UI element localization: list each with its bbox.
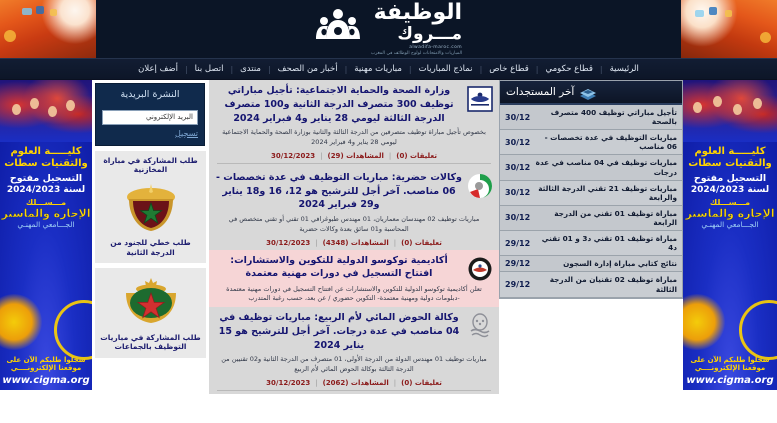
ad-arc-graphic-left: [54, 300, 92, 360]
news-text[interactable]: مباريات توظيف 21 تقني الدرجة الثالثة والرابعة: [538, 183, 677, 202]
ad-left-line2: التسجيل مفتوح: [9, 173, 83, 184]
article-meta: [215, 239, 493, 247]
nav-item-professional[interactable]: مباريات مهنية: [354, 64, 402, 74]
news-text[interactable]: تأجيل مباراتي توظيف 400 متصرف بالصحة: [550, 108, 677, 127]
news-text[interactable]: نتائج كتابي مباراة إدارة السجون: [563, 259, 677, 269]
article-date: 30/12/2023: [266, 378, 311, 387]
news-date: 29/12: [505, 238, 531, 248]
gendarmerie-emblem-icon: [97, 176, 204, 236]
news-date: 30/12: [505, 163, 531, 173]
latest-updates-panel: [499, 80, 683, 299]
news-date: 30/12: [505, 137, 531, 147]
meta-separator: |: [393, 378, 397, 387]
ad-left-line5: الإجازة والماستر: [1, 207, 91, 221]
news-date: 29/12: [505, 280, 531, 290]
nav-item-private-sector[interactable]: قطاع خاص: [489, 64, 529, 74]
list-item[interactable]: [500, 231, 682, 256]
ad-left-url[interactable]: www.cigma.org: [2, 375, 90, 386]
ad-content-left: [0, 142, 92, 390]
article-title[interactable]: وكالات حضرية: مباريات التوظيف في عدة تخصصات - 06 مناصب. آخر أجل للترشيح هو 12، 16 و18 يناير و29 فبراير 2024: [216, 171, 462, 211]
left-box-communes[interactable]: [95, 268, 206, 358]
nav-separator: |: [344, 64, 348, 74]
latest-updates-title: آخر المستجدات: [506, 86, 575, 98]
list-item[interactable]: [500, 130, 682, 155]
article-header: [215, 311, 493, 352]
news-date: 30/12: [505, 213, 531, 223]
main-navigation: [0, 58, 777, 80]
article-comments[interactable]: تعليقات (0): [396, 151, 437, 160]
article-views: المشاهدات (2062): [322, 378, 389, 387]
news-text[interactable]: مباريات توظيف في 04 مناصب في عدة درجات: [535, 158, 677, 177]
news-date: 30/12: [505, 112, 531, 122]
ad-sun-graphic-left: [0, 294, 42, 350]
meta-separator: |: [393, 238, 397, 247]
left-box-gendarmerie[interactable]: [95, 151, 206, 264]
list-item[interactable]: [500, 105, 682, 130]
nav-items-container: [131, 59, 646, 79]
nav-separator: |: [599, 64, 603, 74]
ad-right-line1: كليـــــة العلوم والتقنيات سطات: [688, 146, 772, 169]
ad-photo-left: [0, 80, 92, 142]
latest-updates-header: [500, 81, 682, 105]
list-item[interactable]: [500, 206, 682, 231]
left-box-gendarmerie-caption-bottom: طلب خطي للجنود من الدرجة الثانية: [110, 238, 191, 257]
nav-separator: |: [479, 64, 483, 74]
morocco-crest-icon: [97, 271, 204, 331]
site-logo-icon: [315, 7, 361, 51]
article-description: تعلن أكاديمية توكوسو الدولية للتكوين والاستشارات عن افتتاح التسجيل في دورات مهنية معتمدة -دبلومات دولية ومهنية معتمدة- التكوين حضوري / عن بعد، حسب رغبة المتدرب: [226, 284, 482, 303]
main-content: [209, 80, 499, 423]
page-body: [0, 80, 777, 423]
site-header: [0, 0, 777, 58]
newsletter-box: [95, 83, 205, 146]
article-date: 30/12/2023: [271, 151, 316, 160]
ad-right-line7: سجلوا طلبكم الآن على: [690, 356, 770, 364]
ad-right-line8: موقعنا الإلكترونــــي: [694, 364, 766, 372]
article-comments[interactable]: تعليقات (0): [401, 378, 442, 387]
list-item[interactable]: [500, 181, 682, 206]
article-description: مباريات توظيف 02 مهندسان معماريان، 01 مهندس طبوغرافي 01 تقني أو تقني متخصص في المحاسبة و01 سائق بعدة وكالات حضرية: [228, 215, 480, 233]
article-title[interactable]: وكالة الحوض المائي لأم الربيع: مباريات توظيف في 04 مناصب في عدة درجات. آخر أجل للترشيح هو 15 يناير 2024: [218, 312, 460, 351]
urban-agency-icon: [467, 173, 493, 199]
article-divider: [217, 163, 491, 164]
ad-sun-graphic-right: [683, 294, 725, 350]
newsletter-submit-button[interactable]: تسجيل: [175, 128, 198, 138]
ad-left-line7: سجلوا طلبكم الآن على: [6, 356, 86, 364]
news-stack-icon: [579, 86, 597, 99]
nav-item-contact[interactable]: اتصل بنا: [194, 64, 224, 74]
site-logo-text: [371, 2, 462, 56]
article-header: [215, 254, 493, 282]
water-basin-agency-icon: [467, 313, 493, 339]
article-item[interactable]: [209, 80, 499, 167]
article-item[interactable]: [209, 250, 499, 308]
right-sidebar: [499, 80, 683, 423]
ad-banner-left[interactable]: [0, 80, 92, 390]
left-sidebar: [92, 80, 209, 423]
logo-title: الوظيفة: [373, 0, 463, 26]
news-text[interactable]: مباراة توظيف 01 تقني من الدرجة الرابعة: [554, 208, 677, 227]
article-item[interactable]: [209, 307, 499, 394]
site-branding[interactable]: [96, 0, 681, 58]
article-description: مباريات توظيف 01 مهندس الدولة من الدرجة الأولى، 01 متصرف من الدرجة الثانية و02 تقنيين من الدرجة الثالثة بوكالة الحوض المائي لأم الربيع: [221, 355, 487, 374]
ad-right-line3: لسنة 2024/2023: [690, 184, 770, 195]
ad-right-line5: الإجازة والماستر: [685, 207, 775, 221]
ad-left-line8: موقعنا الإلكترونــــي: [10, 364, 82, 372]
ad-left-line4: مـــســـلك: [25, 198, 67, 208]
left-box-gendarmerie-caption: طلب المشاركة في مباراة المخازنية: [103, 155, 198, 174]
logo-tagline: المباريات والامتحانات لولوج الوظائف في المغرب: [370, 50, 463, 56]
logo-subtitle: مـــروك: [397, 24, 463, 45]
news-date: 30/12: [505, 188, 531, 198]
article-header: [215, 84, 493, 125]
nav-item-forum[interactable]: منتدى: [240, 64, 261, 74]
meta-separator: |: [315, 238, 318, 247]
list-item[interactable]: [500, 155, 682, 180]
nav-separator: |: [230, 64, 234, 74]
ad-arc-graphic-right: [739, 300, 777, 360]
header-decorative-photo-left: [0, 0, 96, 58]
meta-separator: |: [315, 378, 318, 387]
article-meta: [215, 379, 493, 387]
ad-photo-right: [683, 80, 777, 142]
article-title[interactable]: وزارة الصحة والحماية الاجتماعية: تأجيل مباراتي توظيف 300 متصرف الدرجة الثانية و100 متصرف الدرجة الثالثة ليومي 28 يناير و4 فبراير 2024: [224, 85, 454, 124]
article-title[interactable]: أكاديمية توكوسو الدولية للتكوين والاستشارات: افتتاح التسجيل في دورات مهنية معتمدة: [230, 254, 448, 280]
nav-item-press-news[interactable]: أخبار من الصحف: [277, 64, 338, 74]
ad-right-line6: الجـــامعي المهنـي: [701, 220, 759, 230]
newsletter-email-input[interactable]: [102, 110, 198, 125]
news-text[interactable]: مباراة توظيف 01 تقني د3 و 01 تقني د4: [541, 234, 677, 253]
meta-separator: |: [388, 151, 392, 160]
newsletter-title: النشرة البريدية: [120, 89, 180, 100]
list-item[interactable]: [500, 272, 682, 297]
nav-separator: |: [535, 64, 539, 74]
meta-separator: |: [320, 151, 323, 160]
ad-content-right: [683, 142, 777, 390]
nav-item-home[interactable]: الرئيسية: [609, 64, 639, 74]
article-views: المشاهدات (4348): [322, 238, 389, 247]
ad-left-line6: الجـــامعي المهنـي: [17, 220, 75, 230]
nav-separator: |: [184, 64, 188, 74]
article-item[interactable]: [209, 167, 499, 250]
tokoso-academy-icon: [467, 256, 493, 282]
article-views: المشاهدات (29): [327, 151, 384, 160]
logo-url: alwadifa-maroc.com: [409, 44, 463, 50]
article-comments[interactable]: تعليقات (0): [401, 238, 442, 247]
nav-separator: |: [267, 64, 271, 74]
news-text[interactable]: مباريات التوظيف في عدة تخصصات - 06 مناصب: [544, 133, 677, 152]
article-header: [215, 171, 493, 212]
ad-right-line4: مـــســـلك: [709, 198, 751, 208]
news-date: 29/12: [505, 259, 531, 269]
ad-banner-right[interactable]: [683, 80, 777, 390]
ad-right-line2: التسجيل مفتوح: [693, 173, 767, 184]
nav-separator: |: [408, 64, 412, 74]
ad-left-line3: لسنة 2024/2023: [6, 184, 86, 195]
header-decorative-photo-right: [681, 0, 777, 58]
nav-item-add-ad[interactable]: أضف إعلان: [138, 64, 178, 74]
nav-item-exam-models[interactable]: نماذج المباريات: [418, 64, 473, 74]
health-ministry-icon: [467, 86, 493, 112]
left-box-communes-caption: طلب المشاركة في مباريات التوظيف بالجماعات: [100, 333, 201, 352]
ad-right-url[interactable]: www.cigma.org: [686, 375, 774, 386]
article-meta: [215, 152, 493, 160]
article-divider: [217, 390, 491, 391]
list-item[interactable]: [500, 256, 682, 272]
news-text[interactable]: مباراة توظيف 02 تقنيان من الدرجة الثالثة: [549, 275, 677, 294]
ad-left-line1: كليـــــة العلوم والتقنيات سطات: [4, 146, 88, 169]
article-description: بخصوص تأجيل مباراة توظيف متصرفين من الدرجة الثالثة والثانية بوزارة الصحة والحماية الاجتماعية ليومي 28 يناير و4 فبراير 2024: [222, 128, 486, 147]
nav-item-public-sector[interactable]: قطاع حكومي: [545, 64, 593, 74]
article-date: 30/12/2023: [266, 238, 311, 247]
